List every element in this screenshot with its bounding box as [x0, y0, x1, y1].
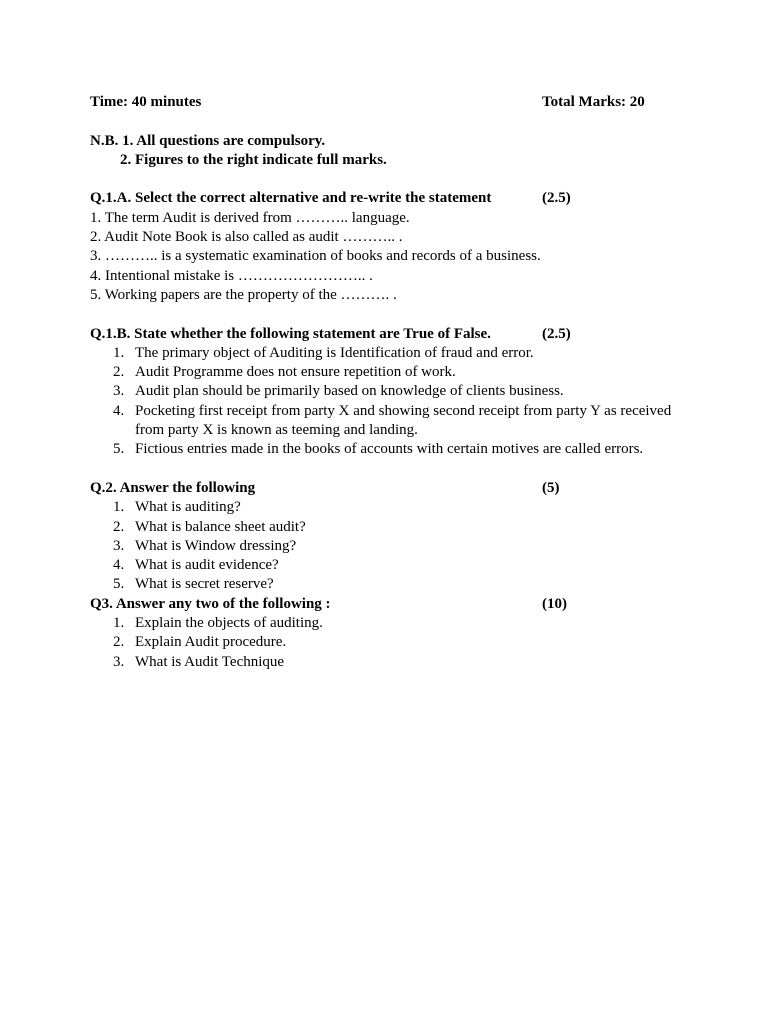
item-text: What is audit evidence? [135, 557, 279, 574]
item-text: Explain Audit procedure. [135, 634, 287, 651]
item-number: 5. [113, 441, 125, 458]
nb-line-2: 2. Figures to the right indicate full marks. [120, 151, 387, 168]
exam-paper [90, 92, 690, 672]
item-text: Pocketing first receipt from party X and showing second receipt from party Y as received from party X is known as teeming and landing. [135, 402, 672, 439]
item-number: 3. [113, 653, 125, 670]
q1b-list [90, 344, 690, 460]
nb-line-1: N.B. 1. All questions are compulsory. [90, 132, 326, 149]
q1b-marks: (2.5) [542, 325, 571, 342]
list-item [90, 344, 690, 363]
item-number: 2. [113, 364, 125, 381]
q1a-heading [90, 189, 690, 208]
q1a-item: 3. ……….. is a systematic examination of books and records of a business. [90, 248, 541, 265]
item-text: What is Audit Technique [135, 653, 285, 670]
item-text: What is Window dressing? [135, 537, 297, 554]
list-item [90, 363, 690, 382]
item-number: 3. [113, 383, 125, 400]
q1a-item: 1. The term Audit is derived from ……….. language. [90, 209, 410, 226]
list-item [90, 537, 690, 556]
list-item [90, 498, 690, 517]
q3-heading [90, 595, 690, 614]
list-item [90, 614, 690, 633]
header-row [90, 93, 690, 112]
q3-list [90, 614, 690, 672]
q1a-item: 4. Intentional mistake is …………………….. . [90, 267, 373, 284]
q1a-title: Q.1.A. Select the correct alternative and re-write the statement [90, 190, 492, 207]
list-item [90, 402, 690, 441]
item-number: 3. [113, 537, 125, 554]
list-item [90, 382, 690, 401]
q1a-item: 2. Audit Note Book is also called as audit ……….. . [90, 229, 403, 246]
q2-marks: (5) [542, 479, 560, 496]
q2-title: Q.2. Answer the following [90, 479, 256, 496]
item-number: 2. [113, 634, 125, 651]
item-number: 1. [113, 499, 125, 516]
q2-heading [90, 479, 690, 498]
list-item [90, 556, 690, 575]
total-marks-label: Total Marks: 20 [542, 94, 645, 110]
list-item [90, 518, 690, 537]
item-text: Fictious entries made in the books of accounts with certain motives are called errors. [135, 441, 644, 458]
item-text: The primary object of Auditing is Identification of fraud and error. [135, 344, 534, 361]
q3-title: Q3. Answer any two of the following : [90, 595, 331, 612]
q2-list [90, 498, 690, 594]
list-item [90, 653, 690, 672]
q3-marks: (10) [542, 595, 567, 612]
list-item [90, 633, 690, 652]
item-number: 5. [113, 576, 125, 593]
item-text: Audit Programme does not ensure repetition of work. [135, 364, 456, 381]
item-text: What is secret reserve? [135, 576, 274, 593]
item-text: What is balance sheet audit? [135, 518, 306, 535]
item-number: 4. [113, 402, 125, 419]
time-label: Time: 40 minutes [90, 94, 202, 110]
list-item [90, 440, 690, 459]
item-text: Audit plan should be primarily based on knowledge of clients business. [135, 383, 564, 400]
q1a-item: 5. Working papers are the property of the ………. . [90, 286, 397, 303]
q1b-heading [90, 325, 690, 344]
item-text: Explain the objects of auditing. [135, 615, 323, 632]
item-text: What is auditing? [135, 499, 241, 516]
item-number: 1. [113, 615, 125, 632]
item-number: 1. [113, 344, 125, 361]
list-item [90, 575, 690, 594]
q1a-marks: (2.5) [542, 190, 571, 207]
item-number: 2. [113, 518, 125, 535]
q1b-title: Q.1.B. State whether the following statement are True of False. [90, 325, 491, 342]
item-number: 4. [113, 557, 125, 574]
